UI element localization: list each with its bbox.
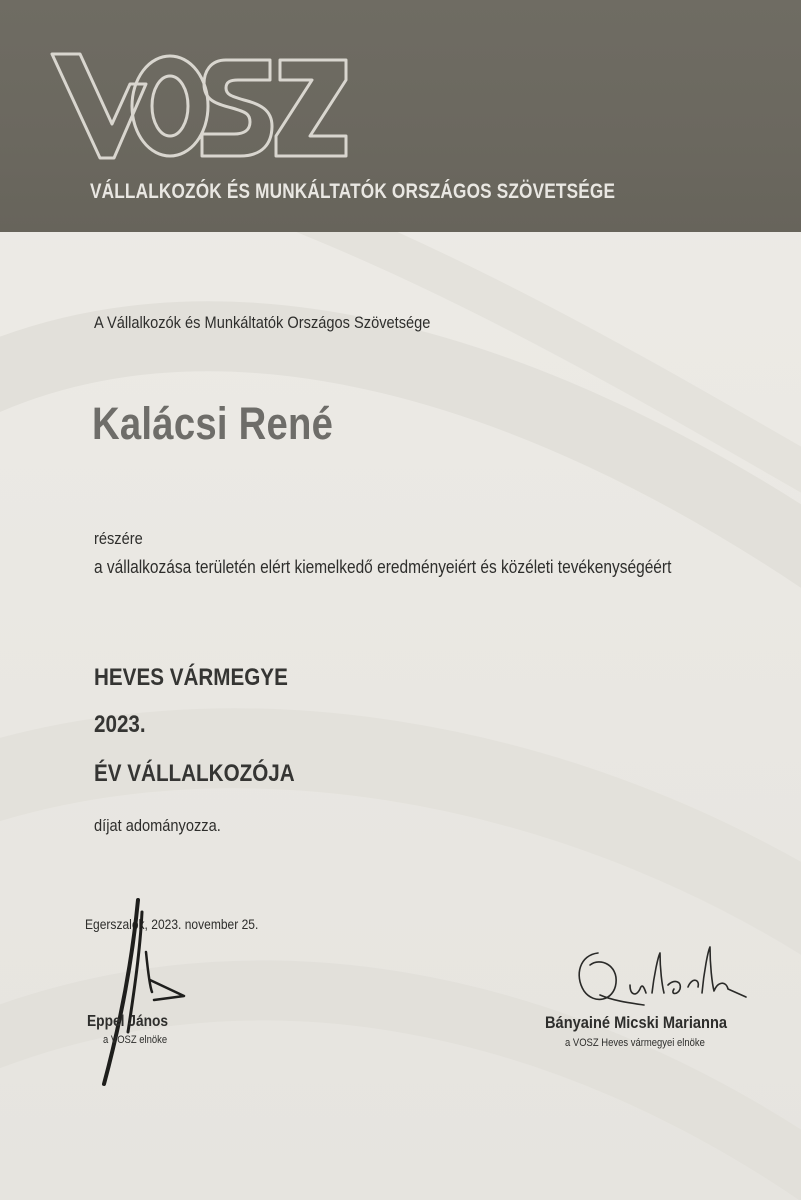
header-subtitle: VÁLLALKOZÓK ÉS MUNKÁLTATÓK ORSZÁGOS SZÖVETSÉGE (90, 180, 616, 203)
right-signatory-title: a VOSZ Heves vármegyei elnöke (565, 1037, 705, 1049)
left-signatory-name: Eppel János (87, 1013, 169, 1030)
right-handwritten-signature (570, 935, 750, 1015)
award-line: 2023. (94, 711, 146, 738)
award-line: HEVES VÁRMEGYE (94, 664, 288, 691)
place-date: Egerszalók, 2023. november 25. (85, 916, 259, 932)
issuer-line: A Vállalkozók és Munkáltatók Országos Szövetsége (94, 313, 431, 332)
vosz-logo (50, 52, 350, 160)
logo-text: VOSZ (50, 52, 53, 53)
recipient-name: Kalácsi René (92, 398, 334, 449)
award-reason: a vállalkozása területén elért kiemelkedő eredményeiért és közéleti tevékenységéért (94, 557, 672, 577)
right-signatory-name: Bányainé Micski Marianna (545, 1013, 728, 1032)
header-band (0, 0, 801, 232)
for-label: részére (94, 529, 143, 548)
left-signatory-title: a VOSZ elnöke (103, 1034, 168, 1046)
left-handwritten-signature (90, 892, 200, 1092)
grants-line: díjat adományozza. (94, 816, 221, 835)
award-line: ÉV VÁLLALKOZÓJA (94, 760, 295, 787)
